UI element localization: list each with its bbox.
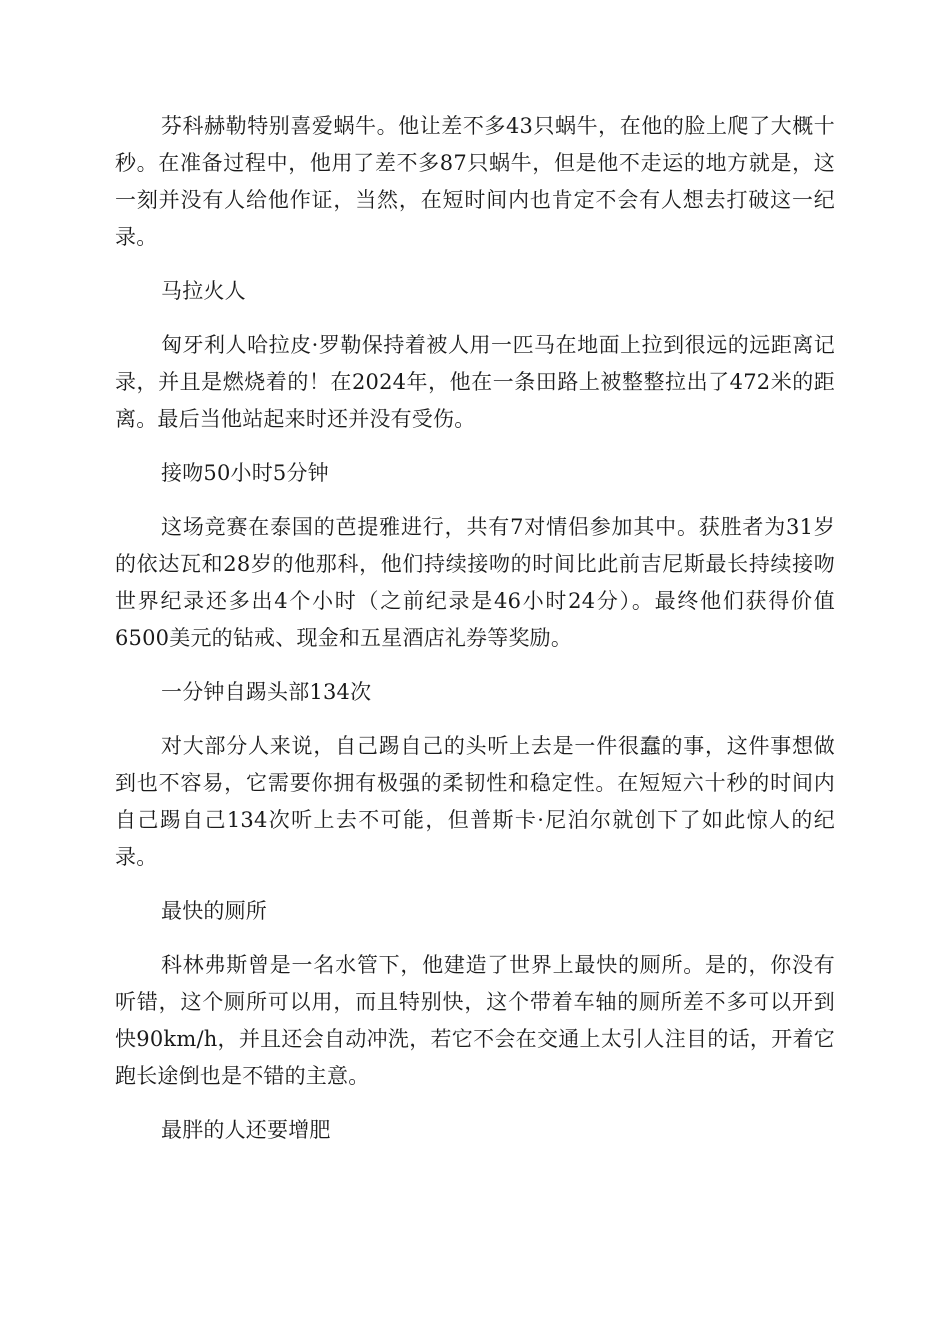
section-heading-fastest-toilet: 最快的厕所 (161, 899, 267, 923)
document-body (115, 108, 835, 1166)
section-heading-horse-fire: 马拉火人 (161, 279, 246, 303)
section-heading-head-kick: 一分钟自踢头部134次 (161, 680, 372, 704)
paragraph-kiss: 这场竞赛在泰国的芭提雅进行，共有7对情侣参加其中。获胜者为31岁的依达瓦和28岁的他那科，他们持续接吻的时间比此前吉尼斯最长持续接吻世界纪录还多出4个小时（之前纪录是46小时24分）。最终他们获得价值6500美元的钻戒、现金和五星酒店礼券等奖励。 (115, 515, 835, 650)
section-heading-fattest-person: 最胖的人还要增肥 (161, 1118, 331, 1142)
section-heading-kiss: 接吻50小时5分钟 (161, 461, 329, 485)
paragraph-horse-fire: 匈牙利人哈拉皮·罗勒保持着被人用一匹马在地面上拉到很远的远距离记录，并且是燃烧着的！在2024年，他在一条田路上被整整拉出了472米的距离。最后当他站起来时还并没有受伤。 (115, 333, 835, 431)
paragraph-snails: 芬科赫勒特别喜爱蜗牛。他让差不多43只蜗牛，在他的脸上爬了大概十秒。在准备过程中，他用了差不多87只蜗牛，但是他不走运的地方就是，这一刻并没有人给他作证，当然，在短时间内也肯定不会有人想去打破这一纪录。 (115, 114, 835, 249)
paragraph-head-kick: 对大部分人来说，自己踢自己的头听上去是一件很蠢的事，这件事想做到也不容易，它需要你拥有极强的柔韧性和稳定性。在短短六十秒的时间内自己踢自己134次听上去不可能，但普斯卡·尼泊尔就创下了如此惊人的纪录。 (115, 734, 835, 869)
paragraph-fastest-toilet: 科林弗斯曾是一名水管下，他建造了世界上最快的厕所。是的，你没有听错，这个厕所可以用，而且特别快，这个带着车轴的厕所差不多可以开到快90km/h，并且还会自动冲洗，若它不会在交通上太引人注目的话，开着它跑长途倒也是不错的主意。 (115, 953, 835, 1088)
